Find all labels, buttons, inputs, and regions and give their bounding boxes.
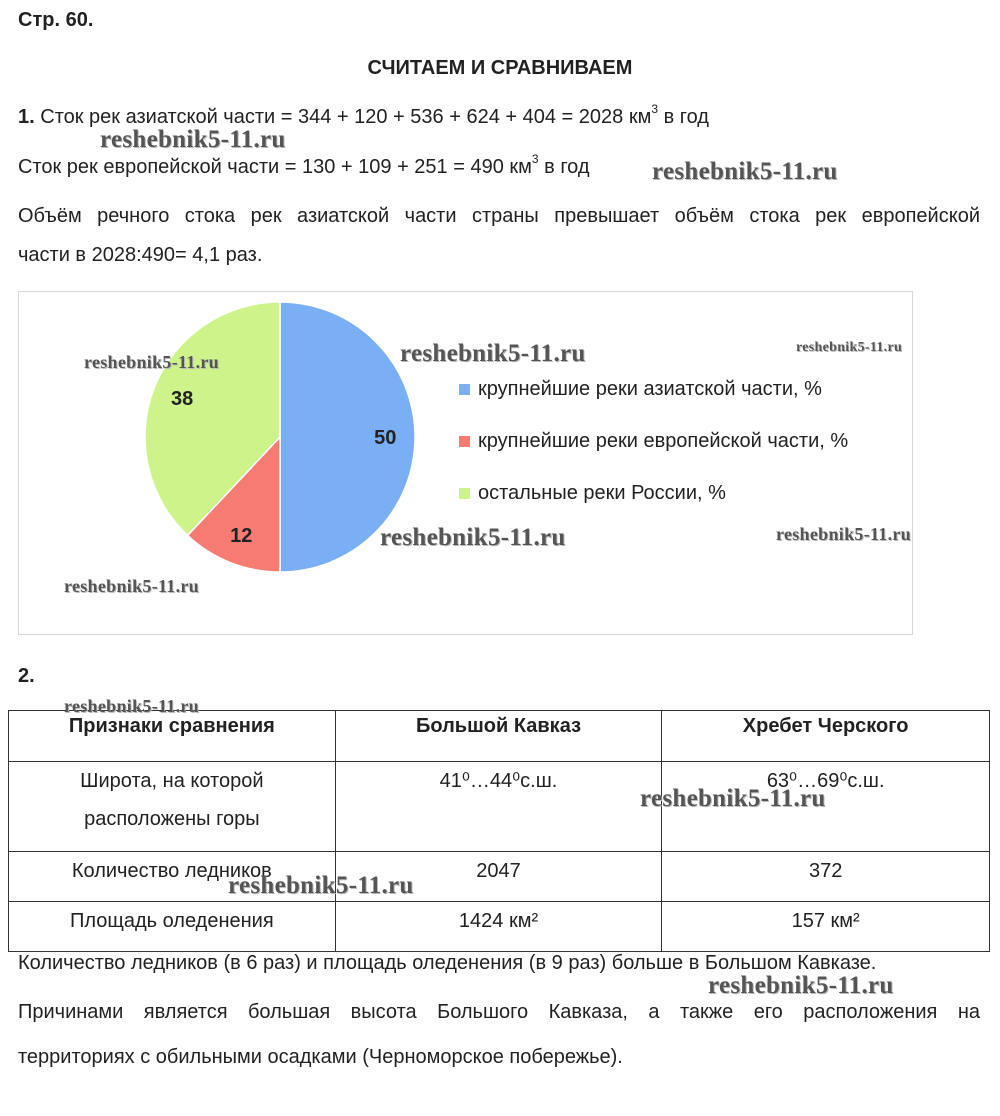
watermark: reshebnik5-11.ru (64, 696, 199, 716)
legend-item-other (459, 482, 726, 505)
watermark: reshebnik5-11.ru (400, 340, 586, 367)
watermark: reshebnik5-11.ru (100, 126, 286, 153)
legend-swatch-other (459, 488, 470, 499)
comparison-table (8, 710, 990, 952)
row-latitude-chersky: 63⁰…69⁰с.ш. (662, 762, 990, 852)
watermark: reshebnik5-11.ru (652, 158, 838, 185)
watermark: reshebnik5-11.ru (708, 972, 894, 999)
pie-label-asia: 50 (374, 427, 397, 449)
table-row (9, 852, 990, 902)
task1-paragraph-line1: Объём речного стока рек азиатской части страны превышает объём стока рек европейской (18, 205, 980, 227)
task1-paragraph-line2: части в 2028:490= 4,1 раз. (18, 244, 263, 266)
table-row (9, 762, 990, 852)
legend-swatch-asia (459, 384, 470, 395)
pie-label-europe: 12 (230, 524, 253, 547)
watermark: reshebnik5-11.ru (228, 872, 414, 899)
header-features: Признаки сравнения (9, 711, 336, 762)
latitude-feature-line2: расположены горы (84, 808, 260, 830)
row-latitude-feature (9, 762, 336, 852)
task2-number: 2. (18, 665, 35, 687)
header-chersky: Хребет Черского (662, 711, 990, 762)
task1-line2 (18, 152, 590, 179)
europe-flow-tail: в год (538, 156, 590, 178)
section-heading: СЧИТАЕМ И СРАВНИВАЕМ (367, 57, 633, 79)
watermark: reshebnik5-11.ru (84, 352, 219, 372)
legend-label-asia: крупнейшие реки азиатской части, % (478, 378, 822, 400)
task2-reason-line1: Причинами является большая высота Большого Кавказа, а также его расположения на (18, 1001, 980, 1023)
row-area-caucasus: 1424 км² (335, 902, 662, 952)
europe-flow-sup: 3 (531, 152, 539, 167)
legend-swatch-europe (459, 436, 470, 447)
asia-flow-tail: в год (658, 106, 709, 128)
task2-conclusion: Количество ледников (в 6 раз) и площадь оледенения (в 9 раз) больше в Большом Кавказе. (18, 952, 877, 974)
row-glaciers-chersky: 372 (662, 852, 990, 902)
task2-reason-line2: территориях с обильными осадками (Черноморское побережье). (18, 1046, 623, 1068)
latitude-feature-line1: Широта, на которой (80, 770, 264, 792)
watermark: reshebnik5-11.ru (380, 524, 566, 551)
asia-flow-text: Сток рек азиатской части = 344 + 120 + 536 + 624 + 404 = 2028 км (40, 106, 652, 128)
row-area-feature: Площадь оледенения (9, 902, 336, 952)
table-row (9, 902, 990, 952)
watermark: reshebnik5-11.ru (796, 340, 903, 355)
table-header-row (9, 711, 990, 762)
legend-item-europe (459, 430, 848, 453)
task1-number: 1. (18, 106, 35, 128)
row-glaciers-feature: Количество ледников (9, 852, 336, 902)
legend-label-other: остальные реки России, % (478, 482, 726, 504)
row-glaciers-caucasus: 2047 (335, 852, 662, 902)
asia-flow-sup: 3 (651, 102, 659, 117)
legend-item-asia (459, 378, 822, 401)
watermark: reshebnik5-11.ru (64, 576, 199, 596)
header-caucasus: Большой Кавказ (335, 711, 662, 762)
legend-label-europe: крупнейшие реки европейской части, % (478, 430, 849, 452)
row-area-chersky: 157 км² (662, 902, 990, 952)
pie-label-other: 38 (170, 388, 194, 411)
watermark: reshebnik5-11.ru (776, 524, 911, 544)
row-latitude-caucasus: 41⁰…44⁰с.ш. (335, 762, 662, 852)
europe-flow-text: Сток рек европейской части = 130 + 109 + 251 = 490 км (18, 156, 532, 178)
page-label: Стр. 60. (18, 9, 94, 31)
watermark: reshebnik5-11.ru (640, 785, 826, 812)
